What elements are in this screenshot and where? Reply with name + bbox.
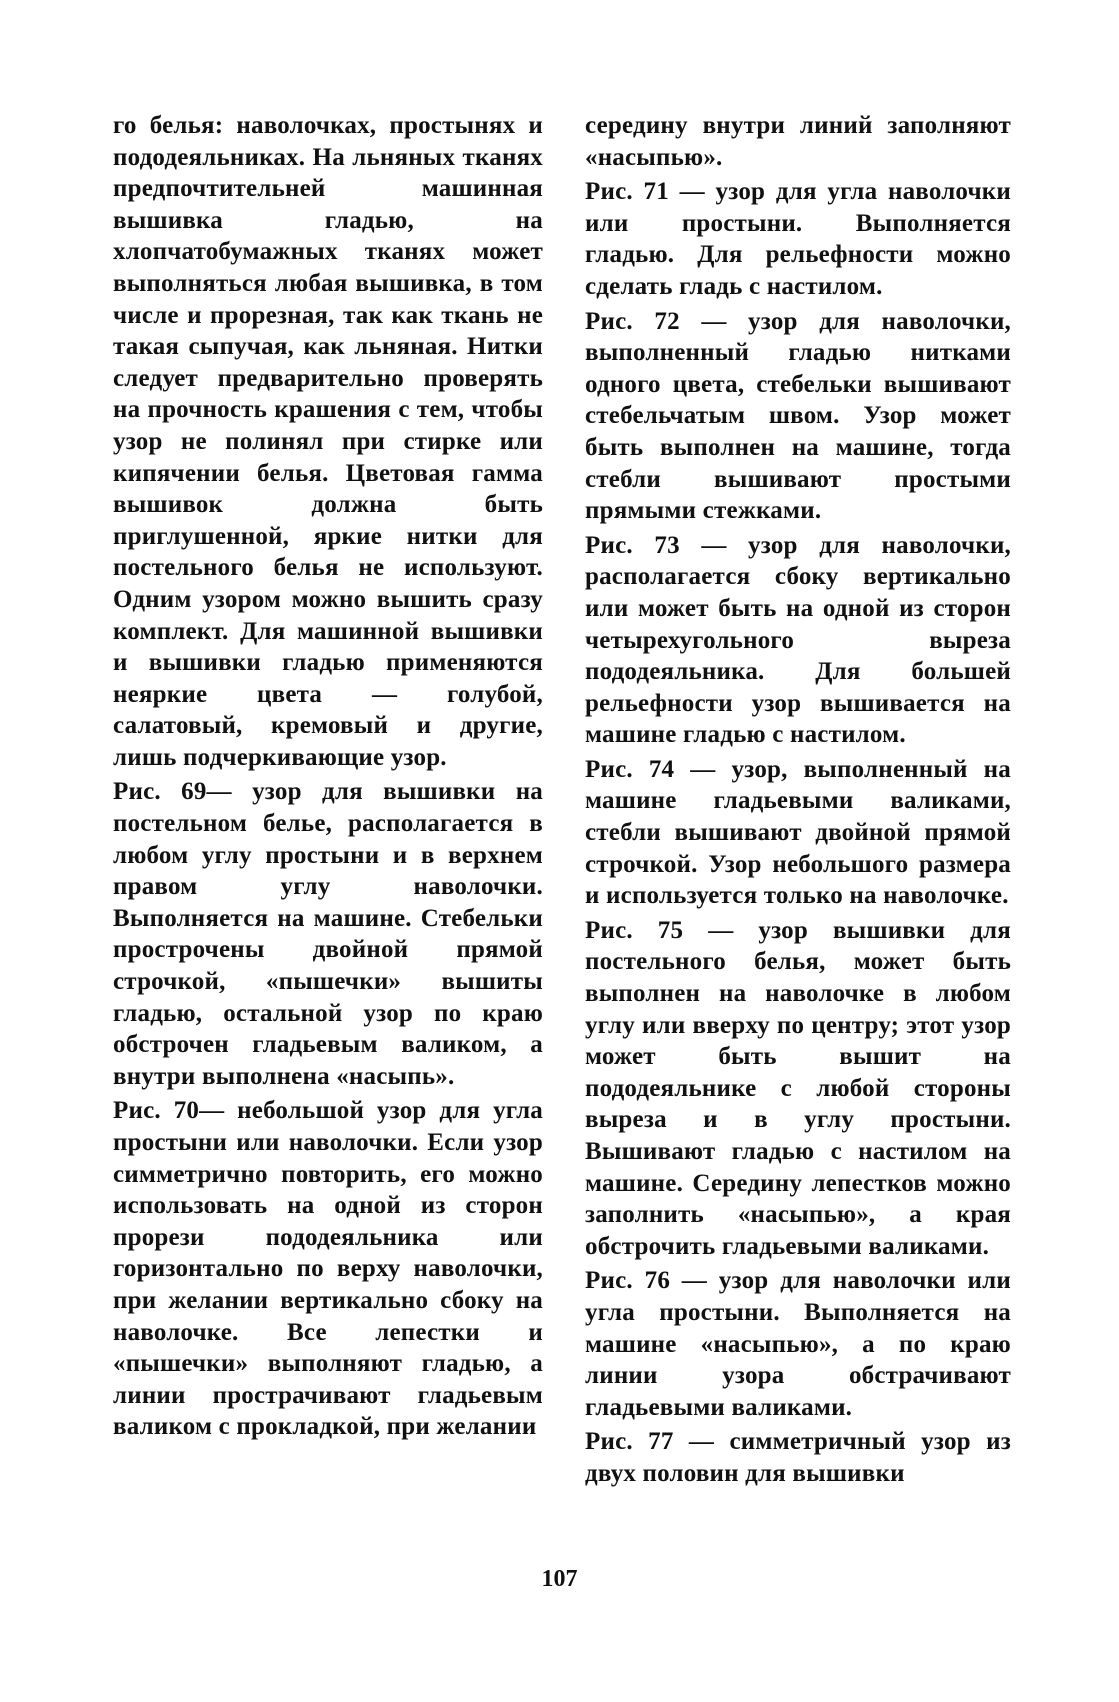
- right-column: [585, 110, 1011, 1490]
- paragraph: Рис. 77 — симметричный узор из двух половин для вышивки: [585, 1428, 1011, 1487]
- paragraph: Рис. 74 — узор, выполненный на машине гладьевыми валиками, стебли вышивают двойной прямой строчкой. Узор небольшого размера и используется только на наволочке.: [585, 755, 1011, 910]
- paragraph: середину внутри линий заполняют «насыпью».: [585, 112, 1011, 171]
- paragraph: Рис. 76 — узор для наволочки или угла простыни. Выполняется на машине «насыпью», а по краю линии узора обстрачивают гладьевыми валиками.: [585, 1267, 1011, 1421]
- paragraph: Рис. 69— узор для вышивки на постельном белье, располагается в любом углу простыни и в верхнем правом углу наволочки. Выполняется на машине. Стебельки прострочены двойной прямой строчкой, «пышечки» вышиты гладью, остальной узор по краю обстрочен гладьевым валиком, а внутри выполнена «насыпь».: [113, 778, 543, 1090]
- paragraph: Рис. 71 — узор для угла наволочки или простыни. Выполняется гладью. Для рельефности можно сделать гладь с настилом.: [585, 178, 1011, 300]
- paragraph: Рис. 72 — узор для наволочки, выполненный гладью нитками одного цвета, стебельки вышивают стебельчатым швом. Узор может быть выполнен на машине, тогда стебли вышивают простыми прямыми стежками.: [585, 307, 1011, 525]
- paragraph: Рис. 70— небольшой узор для угла простыни или наволочки. Если узор симметрично повторить, его можно использовать на одной из сторон прорези пододеяльника или горизонтально по верху наволочки, при желании вертикально сбоку на наволочке. Все лепестки и «пышечки» выполняют гладью, а линии прострачивают гладьевым валиком с прокладкой, при желании: [113, 1097, 543, 1441]
- paragraph: Рис. 75 — узор вышивки для постельного белья, может быть выполнен на наволочке в любом углу или вверху по центру; этот узор может быть вышит на пододеяльнике с любой стороны выреза и в углу простыни. Вышивают гладью с настилом на машине. Середину лепестков можно заполнить «насыпью», а края обстрочить гладьевыми валиками.: [585, 916, 1011, 1260]
- left-column: [113, 110, 543, 1443]
- paragraph: Рис. 73 — узор для наволочки, располагается сбоку вертикально или может быть на одной из сторон четырехугольного выреза пододеяльника. Для большей рельефности узор вышивается на машине гладью с настилом.: [585, 531, 1011, 749]
- page-number: 107: [541, 1566, 578, 1592]
- paragraph: го белья: наволочках, простынях и пододеяльниках. На льняных тканях предпочтительней машинная вышивка гладью, на хлопчатобумажных тканях может выполняться любая вышивка, в том числе и прорезная, так как ткань не такая сыпучая, как льняная. Нитки следует предварительно проверять на прочность крашения с тем, чтобы узор не полинял при стирке или кипячении белья. Цветовая гамма вышивок должна быть приглушенной, яркие нитки для постельного белья не используют. Одним узором можно вышить сразу комплект. Для машинной вышивки и вышивки гладью применяются неяркие цвета — голубой, салатовый, кремовый и другие, лишь подчеркивающие узор.: [113, 112, 543, 771]
